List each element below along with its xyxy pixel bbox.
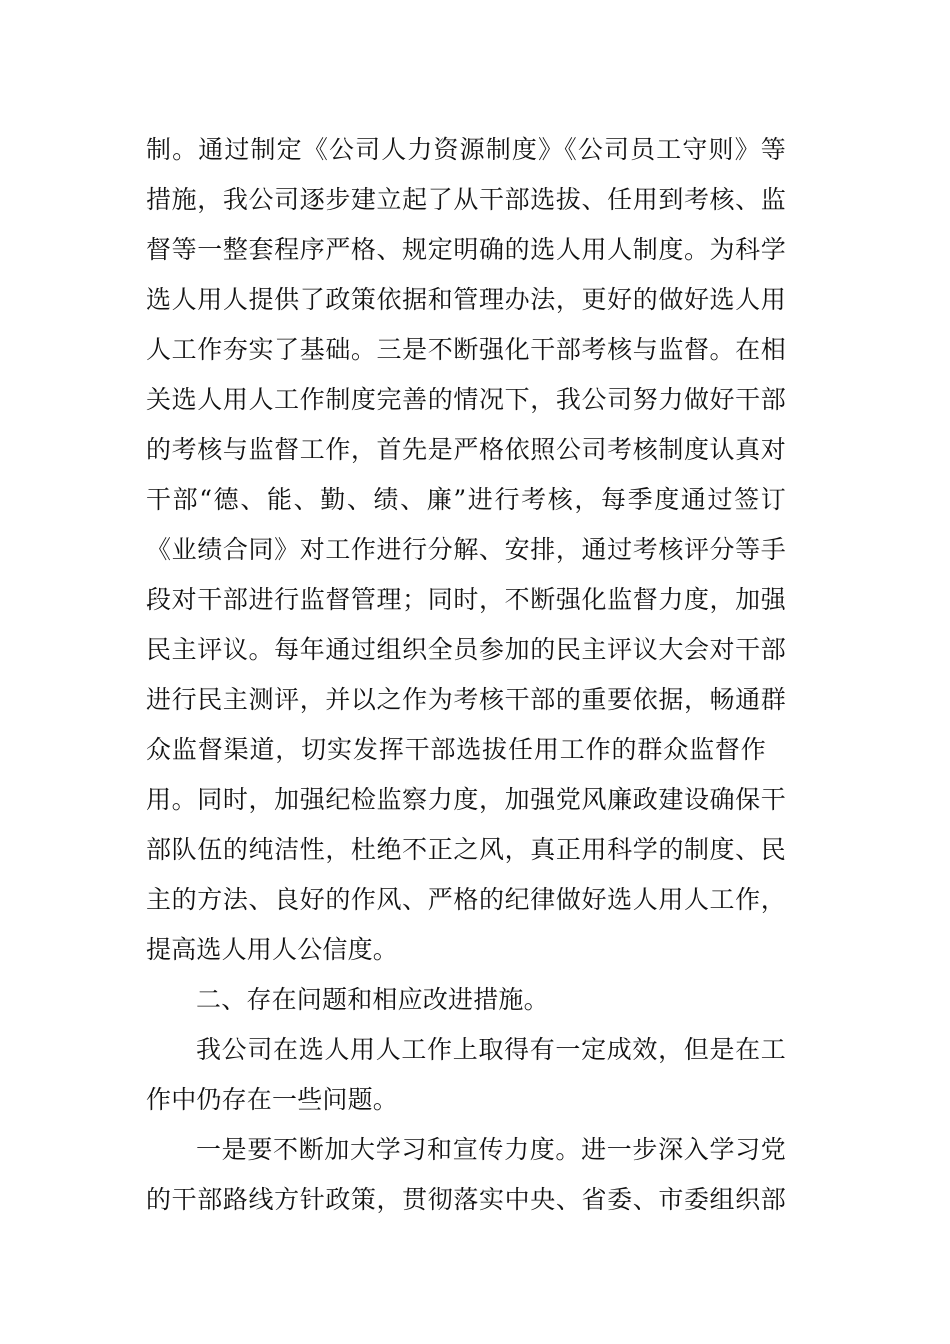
text-line: 制。通过制定《公司人力资源制度》《公司员工守则》等: [146, 135, 786, 164]
text-line: 段对干部进行监督管理；同时，不断强化监督力度，加强: [146, 585, 786, 614]
text-line: 作中仍存在一些问题。: [146, 1085, 399, 1114]
section-heading: 二、存在问题和相应改进措施。: [196, 985, 549, 1014]
text-line: 督等一整套程序严格、规定明确的选人用人制度。为科学: [146, 235, 786, 264]
text-line: 提高选人用人公信度。: [146, 935, 399, 964]
text-line: 人工作夯实了基础。三是不断强化干部考核与监督。在相: [146, 335, 786, 364]
text-line: 部队伍的纯洁性，杜绝不正之风，真正用科学的制度、民: [146, 835, 786, 864]
text-line: 进行民主测评，并以之作为考核干部的重要依据，畅通群: [146, 685, 786, 714]
text-line: 关选人用人工作制度完善的情况下，我公司努力做好干部: [146, 385, 786, 414]
text-line: 措施，我公司逐步建立起了从干部选拔、任用到考核、监: [146, 185, 786, 214]
text-line: 的考核与监督工作，首先是严格依照公司考核制度认真对: [146, 435, 786, 464]
text-line: 干部“德、能、勤、绩、廉”进行考核，每季度通过签订: [146, 485, 786, 514]
text-line: 主的方法、良好的作风、严格的纪律做好选人用人工作，: [146, 885, 786, 914]
text-line: 《业绩合同》对工作进行分解、安排，通过考核评分等手: [146, 535, 786, 564]
text-line: 用。同时，加强纪检监察力度，加强党风廉政建设确保干: [146, 785, 786, 814]
text-line: 的干部路线方针政策，贯彻落实中央、省委、市委组织部: [146, 1185, 786, 1214]
text-line: 民主评议。每年通过组织全员参加的民主评议大会对干部: [146, 635, 786, 664]
text-line: 我公司在选人用人工作上取得有一定成效，但是在工: [196, 1035, 786, 1064]
text-line: 一是要不断加大学习和宣传力度。进一步深入学习党: [196, 1135, 786, 1164]
text-line: 众监督渠道，切实发挥干部选拔任用工作的群众监督作: [146, 735, 766, 764]
text-line: 选人用人提供了政策依据和管理办法，更好的做好选人用: [146, 285, 786, 314]
